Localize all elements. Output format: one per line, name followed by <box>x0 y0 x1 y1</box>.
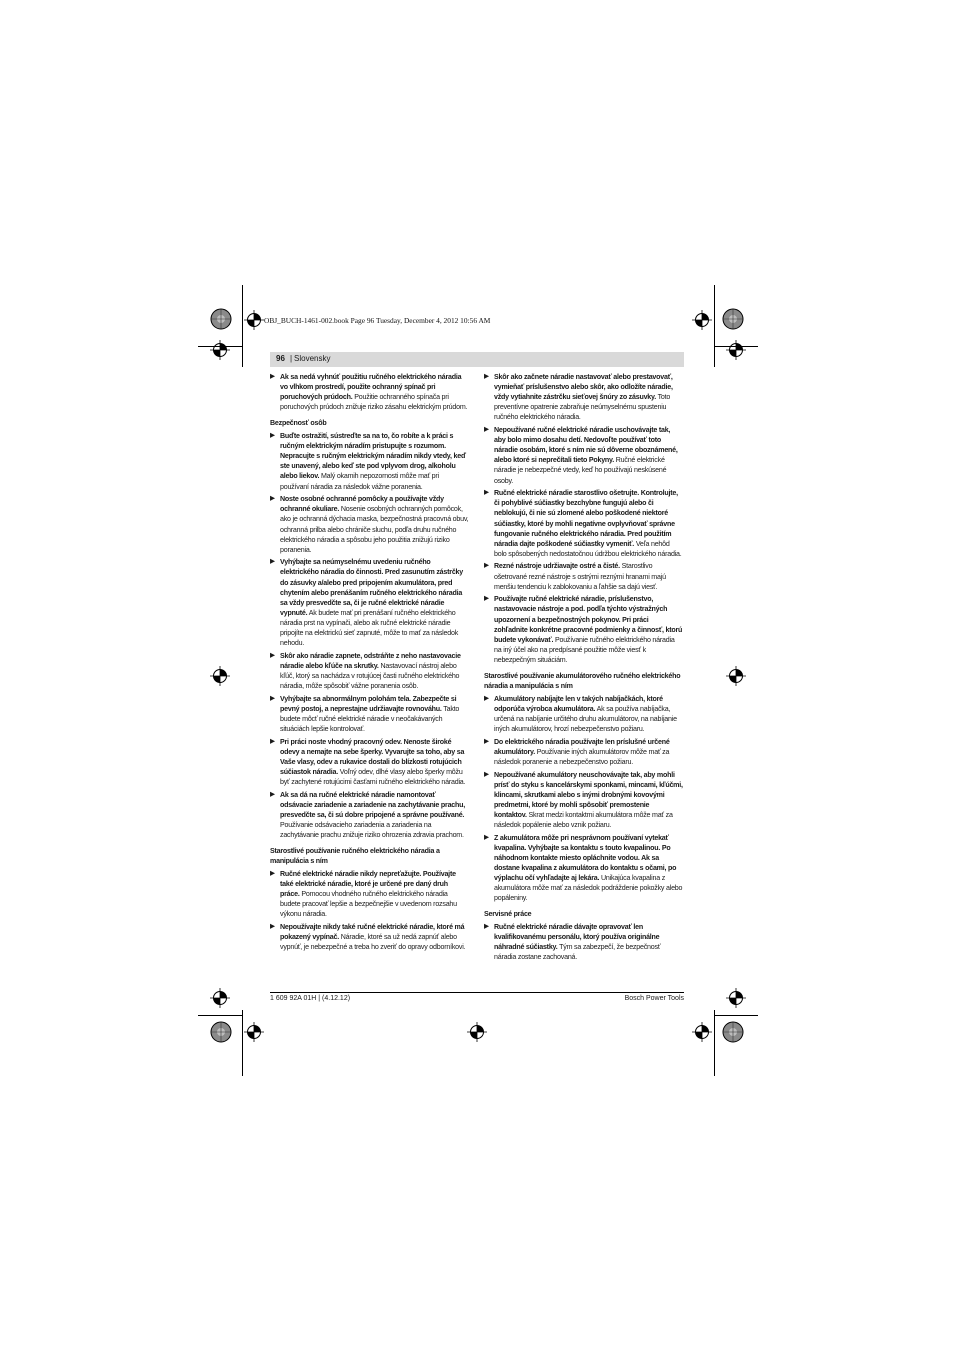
bullet-arrow-icon: ▶ <box>484 562 489 570</box>
instruction-emphasis: Nepoužívané akumulátory neuschovávajte tak, aby mohli prísť do styku s kancelárskymi sponkami, mincami, kľúčmi, klincami, skrutkami alebo s inými drobnými kovovými predmetmi, ktoré by mohli spôsobiť premostenie kontaktov. <box>494 770 683 819</box>
instruction-explanation: Ak sa používa nabíjačka, určená na nabíjanie určitého druhu akumulátorov, na nabíjanie iných akumulátorov, hrozí nebezpečenstvo požiaru. <box>494 704 677 734</box>
calibration-circle <box>210 1021 232 1043</box>
section-heading: Starostlivé používanie akumulátorového ručného elektrického náradia a manipulácia s ním <box>484 672 681 691</box>
safety-instruction <box>270 869 469 919</box>
footer-rule <box>270 992 684 993</box>
crop-mark <box>714 285 715 367</box>
registration-mark <box>726 340 746 360</box>
instruction-explanation: Skrat medzi kontaktmi akumulátora môže mať za následok popálenie alebo vznik požiaru. <box>494 811 673 830</box>
crop-mark <box>714 1010 715 1076</box>
bullet-arrow-icon: ▶ <box>270 790 275 798</box>
instruction-explanation: Použitie ochranného spínača pri poruchových prúdoch znižuje riziko zásahu elektrickým prúdom. <box>280 393 468 412</box>
right-column <box>484 372 683 965</box>
instruction-explanation: Malý okamih nepozornosti môže mať pri používaní náradia za následok vážne poranenia. <box>280 472 439 491</box>
instruction-explanation: Tým sa zabezpečí, že bezpečnosť náradia zostane zachovaná. <box>494 943 661 962</box>
registration-mark <box>244 310 264 330</box>
safety-instruction <box>484 833 683 904</box>
safety-instruction <box>484 425 683 486</box>
section-heading: Bezpečnosť osôb <box>270 419 327 428</box>
footer-brand: Bosch Power Tools <box>624 995 684 1002</box>
registration-mark <box>692 1022 712 1042</box>
safety-instruction <box>484 770 683 831</box>
instruction-emphasis: Ak sa nedá vyhnúť použitiu ručného elektrického náradia vo vlhkom prostredí, použite ochranný spínač pri poruchových prúdoch. <box>280 373 462 402</box>
safety-instruction <box>270 651 469 691</box>
registration-mark <box>210 340 230 360</box>
bullet-arrow-icon: ▶ <box>484 595 489 603</box>
instruction-emphasis: Z akumulátora môže pri nesprávnom používaní vytekať kvapalina. Vyhýbajte sa kontaktu s touto kvapalinou. Po náhodnom kontakte miesto opláchnite vodou. Ak sa dostane kvapalina z akumulátora do kontaktu s očami, po výplachu očí vyhľadajte aj lekára. <box>494 833 677 883</box>
calibration-circle <box>722 1021 744 1043</box>
safety-instruction <box>484 488 683 559</box>
bullet-arrow-icon: ▶ <box>270 737 275 745</box>
registration-mark <box>210 988 230 1008</box>
instruction-emphasis: Pri práci noste vhodný pracovný odev. Nenoste široké odevy a nemajte na sebe šperky. Vyvarujte sa toho, aby sa Vaše vlasy, odev a rukavice dostali do blízkosti rotujúcich súčiastok náradia. <box>280 737 465 777</box>
instruction-explanation: Používanie ručného elektrického náradia na iný účel ako na predpísané použitie môže viesť k nebezpečným situáciám. <box>494 635 675 664</box>
page-number: 96 <box>276 354 285 363</box>
instruction-explanation: Toto preventívne opatrenie zabraňuje neúmyselnému spusteniu ručného elektrického náradia. <box>494 393 671 422</box>
registration-mark <box>692 310 712 330</box>
registration-mark <box>210 666 230 686</box>
registration-mark <box>726 988 746 1008</box>
section-heading: Starostlivé používanie ručného elektrického náradia a manipulácia s ním <box>270 847 440 866</box>
safety-instruction <box>270 494 469 555</box>
instruction-explanation: Ručné elektrické náradie je nebezpečné vtedy, keď ho používajú neskúsené osoby. <box>494 456 667 485</box>
bullet-arrow-icon: ▶ <box>270 558 275 566</box>
instruction-explanation: Nastavovací nástroj alebo kľúč, ktorý sa nachádza v rotujúcej časti ručného elektrického náradia, môže spôsobiť vážne poranenia osôb. <box>280 661 460 691</box>
safety-instruction <box>270 694 469 734</box>
bullet-arrow-icon: ▶ <box>484 737 489 745</box>
bullet-arrow-icon: ▶ <box>270 870 275 878</box>
instruction-emphasis: Používajte ručné elektrické náradie, príslušenstvo, nastavovacie nástroje a pod. podľa týchto výstražných upozornení a bezpečnostných pokynov. Pri práci zohľadnite konkrétne pracovné podmienky a činnosť, ktorú budete vykonávať. <box>494 595 683 644</box>
registration-mark <box>244 1022 264 1042</box>
instruction-emphasis: Ak sa dá na ručné elektrické náradie namontovať odsávacie zariadenie a zariadenie na zachytávanie prachu, presvedčte sa, či sú dobre pripojené a správne používané. <box>280 790 465 819</box>
page-language: Slovensky <box>294 354 331 363</box>
instruction-explanation: Ak budete mať pri prenášaní ručného elektrického náradia prst na vypínači, alebo ak ručné elektrické náradie pripojíte na elektrickú sieť zapnuté, môže to mať za následok nehodu. <box>280 608 459 648</box>
instruction-emphasis: Ručné elektrické náradie nikdy nepreťažujte. Používajte také elektrické náradie, ktoré je určené pre daný druh práce. <box>280 870 456 899</box>
safety-instruction <box>484 694 683 734</box>
bullet-arrow-icon: ▶ <box>270 432 275 440</box>
safety-instruction <box>270 737 469 787</box>
bullet-arrow-icon: ▶ <box>484 694 489 702</box>
instruction-emphasis: Buďte ostražití, sústreďte sa na to, čo robíte a k práci s ručným elektrickým náradím pristupujte s rozumom. Nepracujte s ručným elektrickým náradím nikdy vtedy, keď ste unavený, alebo keď ste pod vplyvom drog, alkoholu alebo liekov. <box>280 432 466 481</box>
safety-instruction <box>484 561 683 591</box>
safety-instruction <box>270 790 469 840</box>
instruction-explanation: Veľa nehôd bolo spôsobených nedostatočnou údržbou elektrického náradia. <box>494 539 682 558</box>
instruction-emphasis: Akumulátory nabíjajte len v takých nabíjačkách, ktoré odporúča výrobca akumulátora. <box>494 694 663 713</box>
page-header <box>270 352 684 367</box>
bullet-arrow-icon: ▶ <box>484 923 489 931</box>
safety-instruction <box>484 372 683 422</box>
safety-instruction <box>270 431 469 492</box>
safety-instruction <box>270 922 469 952</box>
instruction-emphasis: Ručné elektrické náradie starostlivo ošetrujte. Kontrolujte, či pohyblivé súčiastky bezchybne fungujú alebo či neblokujú, či nie sú zlomené alebo poškodené niektoré súčiastky, ktoré by mohli negatívne ovplyvňovať správne fungovanie ručného elektrického náradia. Pred použitím náradia dajte poškodené súčiastky vymeniť. <box>494 489 678 548</box>
instruction-emphasis: Vyhýbajte sa neúmyselnému uvedeniu ručného elektrického náradia do činnosti. Pred zasunutím zástrčky do zásuvky a/alebo pred pripojením akumulátora, pred chytením alebo prenášaním ručného elektrického náradia sa vždy presvedčte sa, či je ručné elektrické náradie vypnuté. <box>280 558 463 617</box>
instruction-explanation: Nosenie osobných ochranných pomôcok, ako je ochranná dýchacia maska, bezpečnostná pracovná obuv, ochranná prilba alebo chrániče sluchu, podľa druhu ručného elektrického náradia a spôsobu jeho použitia znižujú riziko poranenia. <box>280 505 469 554</box>
instruction-emphasis: Vyhýbajte sa abnormálnym polohám tela. Zabezpečte si pevný postoj, a neprestajne udržiavajte rovnováhu. <box>280 694 457 713</box>
bullet-arrow-icon: ▶ <box>270 923 275 931</box>
crop-mark <box>242 1010 243 1076</box>
bullet-arrow-icon: ▶ <box>484 373 489 380</box>
instruction-emphasis: Noste osobné ochranné pomôcky a používajte vždy ochranné okuliare. <box>280 495 444 514</box>
safety-instruction <box>484 737 683 767</box>
bullet-arrow-icon: ▶ <box>484 426 489 434</box>
instruction-explanation: Používanie iných akumulátorov môže mať za následok poranenie a nebezpečenstvo požiaru. <box>494 747 670 766</box>
safety-instruction <box>270 557 469 648</box>
instruction-emphasis: Do elektrického náradia používajte len príslušné určené akumulátory. <box>494 737 670 756</box>
instruction-emphasis: Nepoužívajte nikdy také ručné elektrické náradie, ktoré má pokazený vypínač. <box>280 923 465 942</box>
header-separator: | <box>290 354 293 363</box>
bullet-arrow-icon: ▶ <box>270 373 275 380</box>
bullet-arrow-icon: ▶ <box>484 770 489 778</box>
instruction-emphasis: Skôr ako náradie zapnete, odstráňte z neho nastavovacie náradie alebo kľúče na skrutky. <box>280 651 461 670</box>
instruction-emphasis: Ručné elektrické náradie dávajte opravovať len kvalifikovanému personálu, ktorý používa originálne náhradné súčiastky. <box>494 923 660 952</box>
bullet-arrow-icon: ▶ <box>270 495 275 503</box>
bullet-arrow-icon: ▶ <box>270 651 275 659</box>
section-heading: Servisné práce <box>484 910 532 919</box>
bullet-arrow-icon: ▶ <box>270 694 275 702</box>
left-column <box>270 372 469 955</box>
registration-mark <box>726 666 746 686</box>
print-header: OBJ_BUCH-1461-002.book Page 96 Tuesday, December 4, 2012 10:56 AM <box>264 316 491 325</box>
crop-mark <box>242 285 243 367</box>
crop-mark <box>714 1015 758 1016</box>
instruction-explanation: Používanie odsávacieho zariadenia a zariadenia na zachytávanie prachu znižuje riziko ohrozenia zdravia prachom. <box>280 821 464 840</box>
footer-code: 1 609 92A 01H | (4.12.12) <box>270 995 351 1002</box>
instruction-explanation: Náradie, ktoré sa už nedá zapnúť alebo vypnúť, je nebezpečné a treba ho zveriť do opravy odborníkovi. <box>280 933 466 952</box>
calibration-circle <box>722 308 744 330</box>
instruction-explanation: Starostlivo ošetrované rezné nástroje s ostrými reznými hranami majú menšiu tendenciu k zablokovaniu a ľahšie sa dajú viesť. <box>494 562 666 591</box>
safety-instruction <box>484 594 683 665</box>
instruction-emphasis: Nepoužívané ručné elektrické náradie uschovávajte tak, aby bolo mimo dosahu detí. Nedovoľte používať toto náradie osobám, ktoré s ním nie sú dôverne oboznámené, alebo ktoré si neprečítali tieto Pokyny. <box>494 426 678 465</box>
calibration-circle <box>210 308 232 330</box>
registration-mark <box>467 1022 487 1042</box>
crop-mark <box>198 1015 242 1016</box>
bullet-arrow-icon: ▶ <box>484 833 489 841</box>
instruction-explanation: Takto budete môcť ručné elektrické náradie v neočakávaných situáciách lepšie kontrolovať. <box>280 704 460 734</box>
instruction-explanation: Unikajúca kvapalina z akumulátora môže mať za následok podráždenie pokožky alebo popáleniny. <box>494 874 683 903</box>
instruction-emphasis: Skôr ako začnete náradie nastavovať alebo prestavovať, vymieňať príslušenstvo alebo skôr, ako odložíte náradie, vždy vytiahnite zástrčku sieťovej šnúry zo zásuvky. <box>494 373 673 402</box>
safety-instruction <box>270 372 469 412</box>
instruction-emphasis: Rezné nástroje udržiavajte ostré a čisté. <box>494 562 620 571</box>
instruction-explanation: Voľný odev, dlhé vlasy alebo šperky môžu byť zachytené rotujúcimi časťami ručného elektrického náradia. <box>280 768 466 787</box>
bullet-arrow-icon: ▶ <box>484 489 489 497</box>
safety-instruction <box>484 922 683 962</box>
instruction-explanation: Pomocou vhodného ručného elektrického náradia budete pracovať lepšie a bezpečnejšie v uvedenom rozsahu výkonu náradia. <box>280 890 457 919</box>
